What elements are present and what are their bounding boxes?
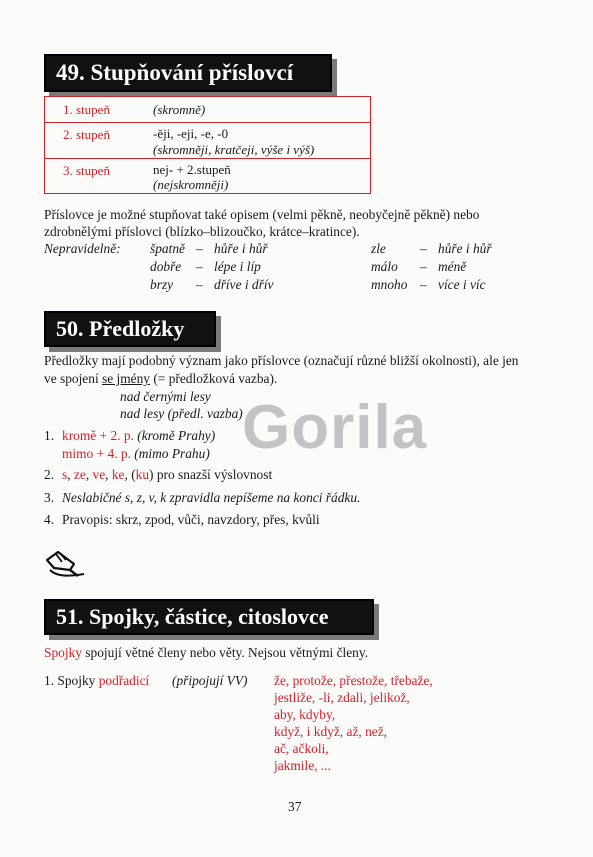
- text-segment-underlined: se jmény: [102, 371, 150, 386]
- paragraph-line: Příslovce je možné stupňovat také opisem (velmi pěkně, neobyčejně pěkně) nebo: [44, 207, 480, 222]
- irregular-forms: hůře i hůř: [214, 241, 268, 256]
- text-segment: ) pro snazší výslovnost: [149, 467, 273, 482]
- paragraph-line: zdrobnělými příslovci (blízko–blizoučko, krátce–kratince).: [44, 224, 360, 239]
- section-50-title: [44, 311, 216, 347]
- paragraph-line: [44, 371, 277, 387]
- conjunction-line: jakmile, ...: [274, 758, 331, 773]
- text-segment-red: ve: [92, 467, 106, 482]
- irregular-dash: –: [420, 241, 427, 256]
- section-51-title: [44, 599, 374, 635]
- watermark-logo: Gorila: [242, 393, 428, 462]
- text-segment-italic: (mimo Prahu): [130, 446, 210, 461]
- degree-row: [45, 159, 370, 193]
- degree-row: [45, 123, 370, 159]
- conjunction-line: jestliže, -li, zdali, jelikož,: [274, 690, 410, 705]
- section-51-title-text: 51. Spojky, částice, citoslovce: [56, 604, 329, 629]
- irregular-word: brzy: [150, 277, 174, 292]
- irregular-forms: lépe i líp: [214, 259, 261, 274]
- conjunction-line: když, i když, až, než,: [274, 724, 388, 739]
- irregular-word: zle: [371, 241, 386, 256]
- list-number: 3.: [44, 490, 55, 505]
- irregular-word: dobře: [150, 259, 182, 274]
- text-segment: 1. Spojky: [44, 673, 99, 688]
- list-item: Neslabičné s, z, v, k zpravidla nepíšeme na konci řádku.: [62, 490, 361, 505]
- text-segment: ve spojení: [44, 371, 103, 386]
- list-item: [44, 673, 149, 689]
- irregular-word: špatně: [150, 241, 185, 256]
- text-segment: (= předložková vazba).: [150, 371, 278, 386]
- example-line: nad lesy (předl. vazba): [120, 406, 243, 421]
- list-item: [62, 467, 272, 483]
- text-segment-red: podřadicí: [98, 673, 150, 688]
- degree-rule: nej- + 2.stupeň: [153, 162, 231, 177]
- conjunction-line: aby, kdyby,: [274, 707, 336, 722]
- paragraph-line: Předložky mají podobný význam jako příslovce (označují různé bližší okolnosti), ale jen: [44, 353, 519, 368]
- text-segment: , (: [124, 467, 136, 482]
- list-number: 4.: [44, 512, 55, 527]
- degree-label: 2. stupeň: [63, 127, 110, 142]
- degree-example: (skromněji, kratčeji, výše i výš): [153, 142, 315, 157]
- irregular-dash: –: [420, 277, 427, 292]
- text-segment-red: ku: [135, 467, 150, 482]
- text-segment-italic: (kromě Prahy): [133, 428, 216, 443]
- conjunction-line: ač, ačkoli,: [274, 741, 329, 756]
- text-segment-red: kromě + 2. p.: [62, 428, 134, 443]
- irregular-dash: –: [420, 259, 427, 274]
- text-segment: spojují větné členy nebo věty. Nejsou větnými členy.: [81, 645, 369, 660]
- section-49-title-text: 49. Stupňování příslovcí: [56, 60, 294, 85]
- list-number: 1.: [44, 428, 55, 443]
- irregular-dash: –: [196, 277, 203, 292]
- degree-example: (skromně): [153, 102, 206, 117]
- irregular-word: málo: [371, 259, 398, 274]
- list-item: [62, 428, 215, 444]
- degree-example: (nejskromněji): [153, 177, 229, 192]
- degree-label: 3. stupeň: [63, 163, 110, 178]
- conjunction-line: že, protože, přestože, třebaže,: [274, 673, 433, 688]
- degree-row: [45, 97, 370, 123]
- example-line: nad černými lesy: [120, 389, 211, 404]
- irregular-label: Nepravidelně:: [44, 241, 121, 256]
- section-50-title-text: 50. Předložky: [56, 316, 185, 341]
- irregular-forms: více i víc: [438, 277, 486, 292]
- text-segment-red: ke: [111, 467, 125, 482]
- degrees-table: [44, 96, 371, 194]
- degree-suffixes: -ěji, -eji, -e, -0: [153, 126, 229, 141]
- degree-label: 1. stupeň: [63, 102, 110, 117]
- section-49-title: [44, 54, 332, 92]
- text-segment: ,: [85, 467, 93, 482]
- text-segment-red: ze: [73, 467, 86, 482]
- page-number: 37: [288, 799, 302, 814]
- list-number: 2.: [44, 467, 55, 482]
- list-item: [62, 446, 210, 462]
- writing-hand-icon: [44, 546, 88, 580]
- text-segment-red: Spojky: [44, 645, 82, 660]
- irregular-dash: –: [196, 259, 203, 274]
- list-note: (připojují VV): [172, 673, 248, 688]
- text-segment-red: mimo + 4. p.: [62, 446, 131, 461]
- irregular-dash: –: [196, 241, 203, 256]
- list-item: Pravopis: skrz, zpod, vůči, navzdory, přes, kvůli: [62, 512, 320, 527]
- irregular-word: mnoho: [371, 277, 408, 292]
- text-segment: ,: [105, 467, 112, 482]
- paragraph-line: [44, 645, 368, 661]
- text-segment: ,: [67, 467, 74, 482]
- text-segment-red: s: [62, 467, 68, 482]
- irregular-forms: hůře i hůř: [438, 241, 492, 256]
- irregular-forms: dříve i dřív: [214, 277, 274, 292]
- irregular-forms: méně: [438, 259, 467, 274]
